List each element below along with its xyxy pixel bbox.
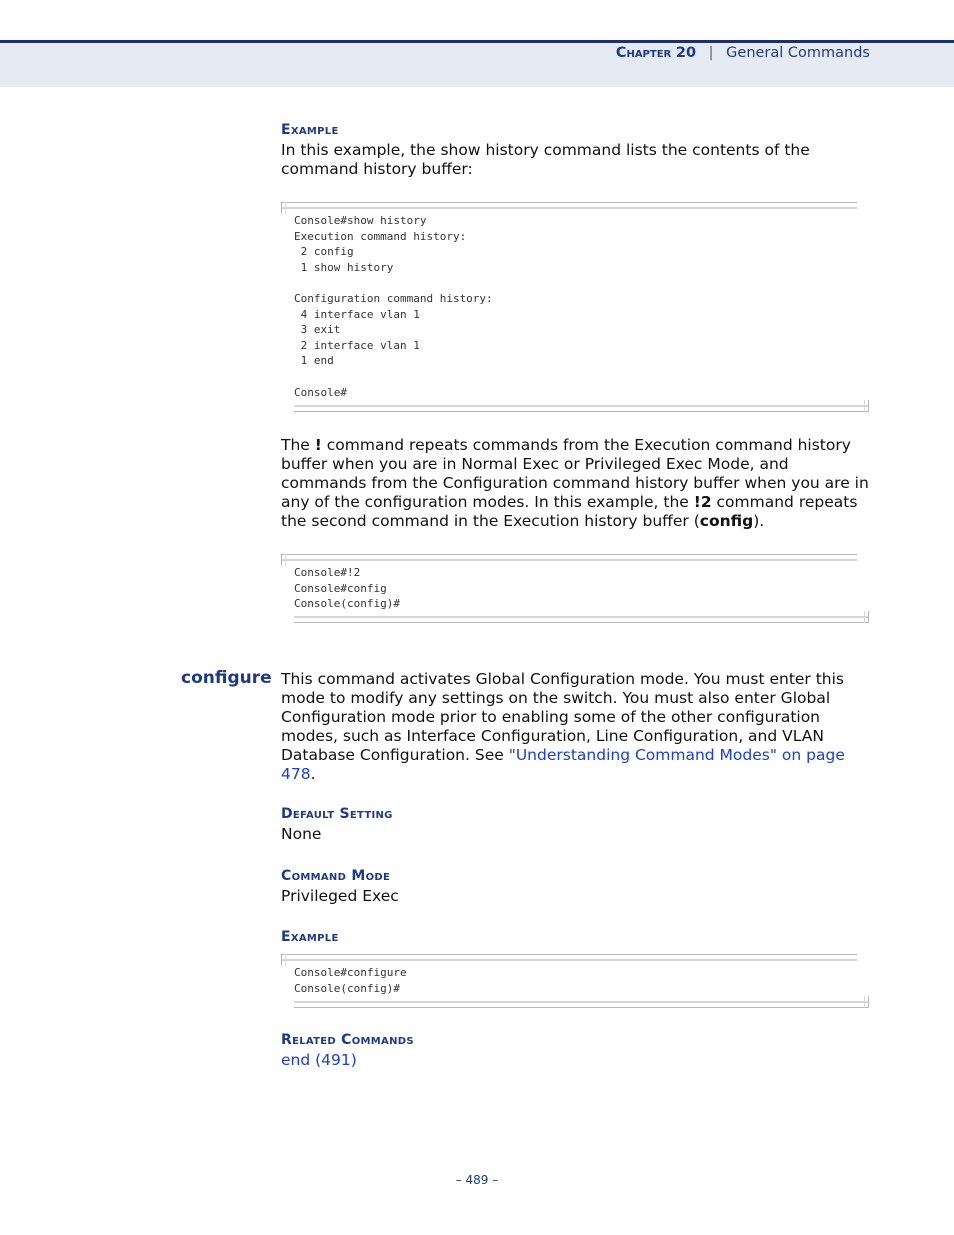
chapter-title: General Commands [726, 45, 870, 61]
header-separator: | [708, 45, 714, 61]
default-setting-heading: Default Setting [281, 806, 393, 822]
code-block-configure [281, 954, 869, 1008]
related-link-end[interactable]: end (491) [281, 1051, 357, 1069]
see-link[interactable]: "Understanding Command Modes" on page 478 [281, 745, 845, 783]
default-setting-value: None [281, 825, 322, 843]
command-term-configure: configure [181, 668, 272, 688]
code-text: Console#!2 Console#config Console(config)# [294, 566, 400, 611]
example-heading: Example [281, 122, 339, 138]
related-commands-heading: Related Commands [281, 1032, 414, 1048]
chapter-header [616, 45, 870, 61]
chapter-label: Chapter [615, 45, 672, 61]
code-text: Console#configure Console(config)# [294, 966, 407, 995]
code-block-repeat [281, 554, 869, 623]
configure-description: This command activates Global Configuration mode. You must enter this mode to modify any settings on the switch. You must also enter Global Configuration mode prior to enabling some of the other configuration modes, such as Interface Configuration, Line Configuration, and VLAN Database Configuration. See "Understanding Command Modes" on page 478. [281, 670, 845, 783]
chapter-number: 20 [675, 45, 697, 61]
command-mode-value: Privileged Exec [281, 887, 399, 905]
repeat-command-paragraph: The ! command repeats commands from the Execution command history buffer when you are in Normal Exec or Privileged Exec Mode, and commands from the Configuration command history buffer when you are in any of the configuration modes. In this example, the !2 command repeats the second command in the Execution history buffer (config). [281, 436, 869, 530]
code-block-show-history [281, 202, 869, 412]
page-number: – 489 – [455, 1173, 499, 1187]
example-intro: In this example, the show history command lists the contents of the command history buffer: [281, 141, 810, 178]
example-heading: Example [281, 929, 339, 945]
code-text: Console#show history Execution command history: 2 config 1 show history Configuration command history: 4 interface vlan 1 3 exit 2 interface vlan 1 1 end Console# [294, 214, 493, 399]
command-mode-heading: Command Mode [281, 868, 391, 884]
